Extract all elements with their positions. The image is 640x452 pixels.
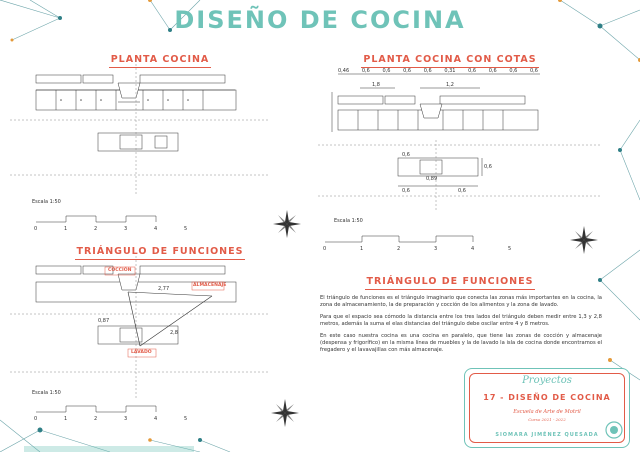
triangulo-text — [320, 295, 602, 354]
island-bottom-dim: 0,6 — [402, 188, 410, 194]
top-dim: 0,6 — [488, 68, 497, 74]
scale-tick: 4 — [154, 416, 158, 422]
triangulo-left-title: TRIÁNGULO DE FUNCIONES — [40, 246, 280, 260]
top-dim: 0,31 — [444, 68, 456, 74]
top-dim: 0,6 — [403, 68, 412, 74]
scale-tick: 5 — [508, 246, 512, 252]
dim-12: 1,2 — [446, 82, 454, 88]
top-dim: 0,6 — [530, 68, 538, 74]
dim-28: 2,8 — [170, 330, 178, 336]
scale-tick: 0 — [34, 226, 38, 232]
top-dim: 0,6 — [468, 68, 477, 74]
card-school: Escuela de Arte de Motril — [513, 409, 581, 415]
planta-scale-label: Escala 1:50 — [32, 199, 61, 205]
cotas-scale-label: Escala 1:50 — [334, 218, 363, 224]
coccion-tag: COCCIÓN — [108, 268, 132, 273]
island-dim: 0,6 — [484, 164, 492, 170]
planta-cocina-title: PLANTA COCINA — [60, 54, 260, 68]
dim-18: 1,8 — [372, 82, 380, 88]
paragraph: El triángulo de funciones es el triángulo imaginario que conecta las zonas más importantes en la cocina, la zona de almacenamiento, la de preparación y cocción de los alimentos y la zona de lavado. — [320, 295, 602, 308]
card-course: Curso 2021 - 2022 — [528, 417, 566, 422]
scale-tick: 5 — [184, 416, 188, 422]
island-bottom-dim: 0,6 — [458, 188, 466, 194]
top-dim: 0,46 — [338, 68, 350, 74]
island-dim: 0,6 — [402, 152, 410, 158]
triangulo-right-title: TRIÁNGULO DE FUNCIONES — [330, 276, 570, 290]
dim-277: 2,77 — [158, 286, 170, 292]
paragraph: Para que el espacio sea cómodo la distancia entre los tres lados del triángulo deben medir entre 1,3 y 2,8 metros, además la suma el elas distancias del triángulo debe oscilar entre 4 y 8 metros. — [320, 314, 602, 327]
card-author: SIOMARA JIMÉNEZ QUESADA — [495, 432, 599, 438]
scale-tick: 3 — [434, 246, 438, 252]
scale-tick: 4 — [154, 226, 158, 232]
card-subtitle: 17 - DISEÑO DE COCINA — [483, 393, 611, 402]
top-dim: 0,6 — [382, 68, 391, 74]
scale-tick: 0 — [34, 416, 38, 422]
scale-tick: 0 — [323, 246, 327, 252]
top-dim: 0,6 — [423, 68, 432, 74]
scale-tick: 1 — [64, 416, 68, 422]
lavado-tag: LAVADO — [131, 350, 152, 355]
scale-tick: 1 — [360, 246, 364, 252]
top-dim: 0,6 — [361, 68, 370, 74]
top-dim: 0,6 — [509, 68, 518, 74]
project-card — [464, 368, 630, 448]
page-title: DISEÑO DE COCINA — [174, 6, 466, 34]
island-dim: 0,89 — [426, 176, 438, 182]
scale-tick: 1 — [64, 226, 68, 232]
scale-tick: 2 — [94, 226, 98, 232]
almacenaje-tag: ALMACENAJE — [193, 283, 227, 288]
school-logo-icon — [605, 421, 623, 439]
dim-087: 0,87 — [98, 318, 110, 324]
scale-tick: 3 — [124, 416, 128, 422]
scale-tick: 5 — [184, 226, 188, 232]
scale-tick: 3 — [124, 226, 128, 232]
card-title: Proyectos — [522, 375, 572, 386]
scale-tick: 4 — [471, 246, 475, 252]
planta-cotas-title: PLANTA COCINA CON COTAS — [330, 54, 570, 68]
scale-tick: 2 — [94, 416, 98, 422]
scale-tick: 2 — [397, 246, 401, 252]
paragraph: En este caso nuestra cocina es una cocina en paralelo, que tiene las zonas de cocción y almacenaje (despensa y frigorífico) en la misma línea de muebles y la de lavado la isla de cocina donde encontramos el fregadero y el lavavajillas con más almacenaje. — [320, 333, 602, 353]
triangulo-scale-label: Escala 1:50 — [32, 390, 61, 396]
